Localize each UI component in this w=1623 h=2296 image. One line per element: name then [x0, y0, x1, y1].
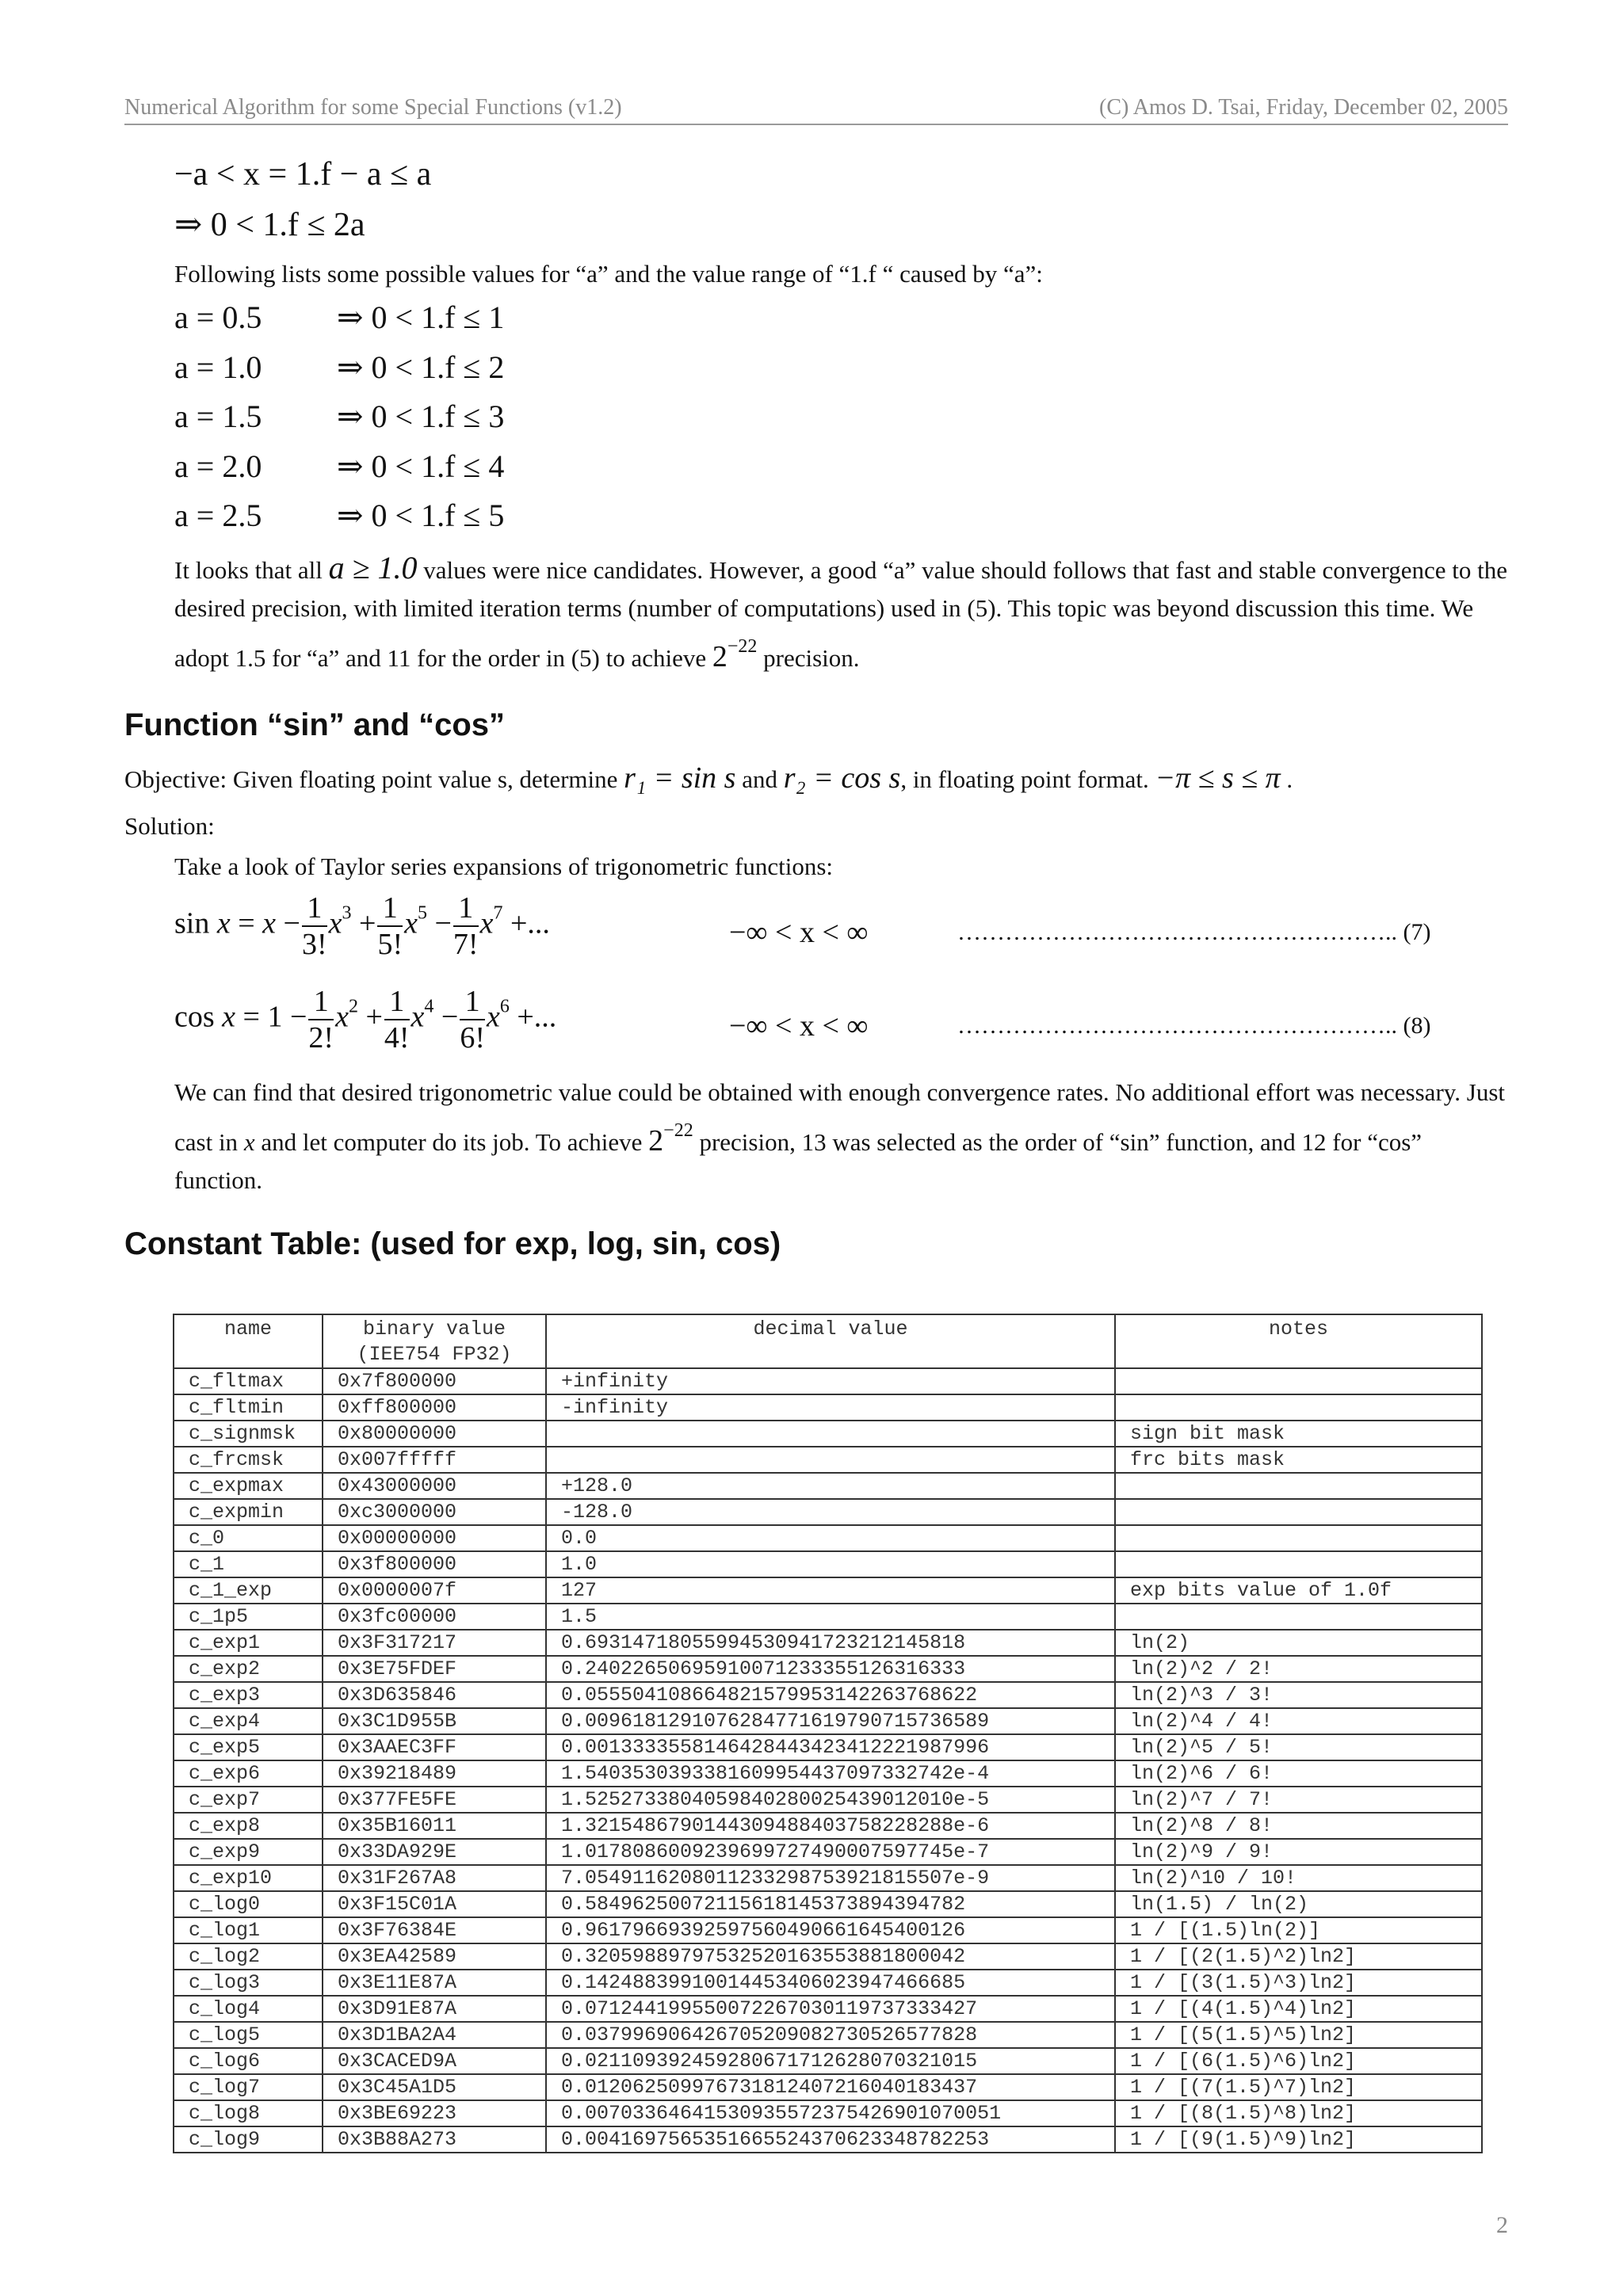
table-row	[174, 2100, 1482, 2126]
cell-decimal	[546, 1447, 1115, 1473]
cell-decimal: 0.0070336464153093557237542690107005​1	[546, 2100, 1115, 2126]
cell-binary: 0x3D91E87A	[323, 1996, 546, 2022]
cell-decimal: 0.58496250072115618145373894394782	[546, 1891, 1115, 1917]
table-row	[174, 2074, 1482, 2100]
cell-binary: 0x3F76384E	[323, 1917, 546, 1943]
cell-notes: 1 / [(6(1.5)^6)ln2]	[1115, 2048, 1482, 2074]
table-row	[174, 1996, 1482, 2022]
cell-notes: ln(2)^2 / 2!	[1115, 1656, 1482, 1682]
cell-binary: 0x377FE5FE	[323, 1787, 546, 1813]
objective-end: .	[1280, 765, 1293, 793]
cell-notes: ln(1.5) / ln(2)	[1115, 1891, 1482, 1917]
cell-decimal: 1.5252733804059840280025439012010e-5	[546, 1787, 1115, 1813]
cell-name: c_0	[174, 1525, 323, 1551]
cell-notes: 1 / [(5(1.5)^5)ln2]	[1115, 2022, 1482, 2048]
cell-notes: 1 / [(3(1.5)^3)ln2]	[1115, 1970, 1482, 1996]
col-header-name: name	[174, 1314, 323, 1368]
cell-notes: 1 / [(7(1.5)^7)ln2]	[1115, 2074, 1482, 2100]
cell-name: c_exp4	[174, 1708, 323, 1734]
cell-binary: 0x39218489	[323, 1760, 546, 1787]
cell-decimal: -infinity	[546, 1394, 1115, 1421]
cell-notes	[1115, 1604, 1482, 1630]
cell-decimal: 0.0	[546, 1525, 1115, 1551]
r2-expression: r₂ = cos s	[783, 761, 901, 795]
cell-decimal: -128.0	[546, 1499, 1115, 1525]
cell-name: c_exp6	[174, 1760, 323, 1787]
table-row	[174, 1421, 1482, 1447]
para1-base: 2	[712, 640, 727, 673]
cell-notes: ln(2)^3 / 3!	[1115, 1682, 1482, 1708]
table-row	[174, 1865, 1482, 1891]
frac-1-7: $\frac{1}{7!}$	[453, 891, 479, 961]
cell-binary: 0x3C1D955B	[323, 1708, 546, 1734]
table-row	[174, 1813, 1482, 1839]
cell-notes	[1115, 1525, 1482, 1551]
cell-notes: ln(2)	[1115, 1630, 1482, 1656]
cell-binary: 0x00000000	[323, 1525, 546, 1551]
cell-name: c_log7	[174, 2074, 323, 2100]
cell-notes: ln(2)^10 / 10!	[1115, 1865, 1482, 1891]
cell-decimal: 127	[546, 1577, 1115, 1604]
cos-lhs: cos x = 1 −	[174, 1000, 307, 1034]
table-row	[174, 1970, 1482, 1996]
cell-notes: ln(2)^4 / 4!	[1115, 1708, 1482, 1734]
table-row	[174, 1787, 1482, 1813]
cell-name: c_fltmax	[174, 1368, 323, 1394]
a-value: a = 2.5	[174, 498, 262, 533]
paragraph-a-choice	[174, 549, 1514, 677]
cell-name: c_exp1	[174, 1630, 323, 1656]
s-range: −π ≤ s ≤ π	[1155, 761, 1281, 795]
table-row	[174, 1577, 1482, 1604]
cell-binary: 0xff800000	[323, 1394, 546, 1421]
cell-name: c_log1	[174, 1917, 323, 1943]
cell-name: c_log3	[174, 1970, 323, 1996]
para1-condition: a ≥ 1.0	[328, 550, 418, 585]
eq7-label: ……………………………………………….. (7)	[957, 919, 1431, 945]
cell-binary: 0x3D635846	[323, 1682, 546, 1708]
cell-binary: 0x3C45A1D5	[323, 2074, 546, 2100]
constant-table	[173, 1314, 1483, 2153]
cell-name: c_signmsk	[174, 1421, 323, 1447]
cell-notes: ln(2)^7 / 7!	[1115, 1787, 1482, 1813]
cell-binary: 0x3F15C01A	[323, 1891, 546, 1917]
table-body	[174, 1368, 1482, 2153]
table-row	[174, 1525, 1482, 1551]
cell-binary: 0x33DA929E	[323, 1839, 546, 1865]
cell-decimal: 0.0096181291076284771619790715736589	[546, 1708, 1115, 1734]
para2-part1: We can find that desired trigonometric value could be obtained with enough convergence rates. No additional effort was necessary. Just cast in	[174, 1078, 1505, 1156]
table-row	[174, 1604, 1482, 1630]
cell-binary: 0x3f800000	[323, 1551, 546, 1577]
frac-1-5: $\frac{1}{5!}$	[377, 891, 403, 961]
sin-lhs: sin x = x −	[174, 906, 300, 940]
table-row	[174, 1891, 1482, 1917]
cell-binary: 0x35B16011	[323, 1813, 546, 1839]
cell-decimal: +128.0	[546, 1473, 1115, 1499]
cell-decimal: 0.071244199550072267030119737333427	[546, 1996, 1115, 2022]
eq8-label: ……………………………………………….. (8)	[957, 1013, 1431, 1039]
col-header-notes: notes	[1115, 1314, 1482, 1368]
a-range: ⇒ 0 < 1.f ≤ 2	[337, 349, 505, 385]
cell-notes	[1115, 1499, 1482, 1525]
cell-decimal: 0.96179669392597560490661645400126	[546, 1917, 1115, 1943]
table-row	[174, 1734, 1482, 1760]
cell-decimal: 1.0178086009239699727490007597745e-7	[546, 1839, 1115, 1865]
cell-name: c_expmax	[174, 1473, 323, 1499]
cell-decimal: +infinity	[546, 1368, 1115, 1394]
frac-1-6: $\frac{1}{6!}$	[460, 985, 485, 1055]
cell-binary: 0x3E75FDEF	[323, 1656, 546, 1682]
cell-binary: 0x3BE69223	[323, 2100, 546, 2126]
cell-decimal: 0.0041697565351665524370623348782253	[546, 2126, 1115, 2153]
table-row	[174, 1394, 1482, 1421]
a-value: a = 1.5	[174, 399, 262, 434]
table-row	[174, 2126, 1482, 2153]
cell-decimal	[546, 1421, 1115, 1447]
objective-and: and	[735, 765, 784, 793]
cell-name: c_log4	[174, 1996, 323, 2022]
cell-decimal: 0.012062509976731812407216040183437	[546, 2074, 1115, 2100]
a-range: ⇒ 0 < 1.f ≤ 5	[337, 498, 505, 533]
cell-name: c_exp10	[174, 1865, 323, 1891]
page-number: 2	[1496, 2212, 1508, 2238]
para2-base: 2	[648, 1124, 664, 1158]
cell-binary: 0x3B88A273	[323, 2126, 546, 2153]
cell-notes: 1 / [(1.5)ln(2)]	[1115, 1917, 1482, 1943]
frac-1-4: $\frac{1}{4!}$	[384, 985, 410, 1055]
para1-part2: values were nice candidates. However, a good “a” value should follows that fast and stable convergence to the desired precision, with limited iteration terms (number of computations) used in (5). This topic was beyond discussion this time. We adopt 1.5 for “a” and 11 for the order in (5) to achieve	[174, 556, 1508, 672]
cell-decimal: 1.0	[546, 1551, 1115, 1577]
cell-name: c_exp2	[174, 1656, 323, 1682]
cell-name: c_log5	[174, 2022, 323, 2048]
cos-series: cos x = 1 − $\frac{1}{2!}$ $x^2$ + $\frac{1}{4!}$ $x^4$ − $\frac{1}{6!}$ $x^6$ +...	[174, 985, 557, 1055]
header-author-date: (C) Amos D. Tsai, Friday, December 02, 2005	[1099, 95, 1508, 120]
cell-binary: 0x3EA42589	[323, 1943, 546, 1970]
cell-name: c_log8	[174, 2100, 323, 2126]
range-line-2: ⇒ 0 < 1.f ≤ 2a	[174, 207, 365, 243]
table-row	[174, 1473, 1482, 1499]
cell-binary: 0x3CACED9A	[323, 2048, 546, 2074]
cell-notes	[1115, 1473, 1482, 1499]
cell-decimal: 0.037996906426705209082730526577828	[546, 2022, 1115, 2048]
table-row	[174, 1447, 1482, 1473]
cell-decimal: 7.0549116208011233298753921815507e-9	[546, 1865, 1115, 1891]
para2-exponent: −22	[663, 1120, 693, 1141]
cell-decimal: 1.5	[546, 1604, 1115, 1630]
cell-name: c_log0	[174, 1891, 323, 1917]
cell-binary: 0x3F317217	[323, 1630, 546, 1656]
header-title: Numerical Algorithm for some Special Functions (v1.2)	[124, 95, 622, 120]
table-row	[174, 1708, 1482, 1734]
cell-notes: frc bits mask	[1115, 1447, 1482, 1473]
table-row	[174, 1368, 1482, 1394]
solution-label: Solution:	[124, 812, 215, 840]
table-row	[174, 1943, 1482, 1970]
cell-decimal: 0.32059889797532520163553881800042	[546, 1943, 1115, 1970]
cell-notes: ln(2)^6 / 6!	[1115, 1760, 1482, 1787]
cell-notes: ln(2)^9 / 9!	[1115, 1839, 1482, 1865]
cell-name: c_fltmin	[174, 1394, 323, 1421]
cell-name: c_log9	[174, 2126, 323, 2153]
table-row	[174, 1656, 1482, 1682]
table-row	[174, 1630, 1482, 1656]
cell-binary: 0xc3000000	[323, 1499, 546, 1525]
table-header-row	[174, 1314, 1482, 1368]
col-header-binary: binary value (IEE754 FP32)	[323, 1314, 546, 1368]
cell-decimal: 0.693147180559945309417232121458​18	[546, 1630, 1115, 1656]
col-header-decimal: decimal value	[546, 1314, 1115, 1368]
section-title-trig: Function “sin” and “cos”	[124, 707, 506, 742]
cell-decimal: 0.021109392459280671712628070321015	[546, 2048, 1115, 2074]
para2-var: x	[243, 1128, 255, 1156]
objective-format: , in floating point format.	[900, 765, 1155, 793]
table-row	[174, 1682, 1482, 1708]
cell-binary: 0x3D1BA2A4	[323, 2022, 546, 2048]
cell-binary: 0x3fc00000	[323, 1604, 546, 1630]
cell-name: c_log6	[174, 2048, 323, 2074]
section-title-constants: Constant Table: (used for exp, log, sin, cos)	[124, 1226, 781, 1261]
table-row	[174, 2022, 1482, 2048]
cell-binary: 0x007fffff	[323, 1447, 546, 1473]
cos-domain: −∞ < x < ∞	[729, 1009, 869, 1043]
cell-decimal: 0.14248839910014453406023947466685	[546, 1970, 1115, 1996]
cell-notes	[1115, 1551, 1482, 1577]
para2-part2: and let computer do its job. To achieve	[254, 1128, 649, 1156]
cell-notes: sign bit mask	[1115, 1421, 1482, 1447]
cell-name: c_exp3	[174, 1682, 323, 1708]
para1-part3: precision.	[757, 644, 860, 672]
sin-series: sin x = x − $\frac{1}{3!}$ $x^3$ + $\frac{1}{5!}$ $x^5$ − $\frac{1}{7!}$ $x^7$ +...	[174, 891, 550, 961]
objective-line	[124, 759, 1519, 799]
table-row	[174, 1917, 1482, 1943]
table-row	[174, 1839, 1482, 1865]
para2-part3: precision, 13 was selected as the order of “sin” function, and 12 for “cos” function.	[174, 1128, 1423, 1194]
cell-binary: 0x80000000	[323, 1421, 546, 1447]
cell-decimal: 1.3215486790144309488403758228288e-6	[546, 1813, 1115, 1839]
cell-notes: ln(2)^8 / 8!	[1115, 1813, 1482, 1839]
cell-name: c_log2	[174, 1943, 323, 1970]
table-row	[174, 1499, 1482, 1525]
cell-name: c_exp9	[174, 1839, 323, 1865]
cell-decimal: 1.5403530393381609954437097332742e-4	[546, 1760, 1115, 1787]
cell-binary: 0x3E11E87A	[323, 1970, 546, 1996]
a-range: ⇒ 0 < 1.f ≤ 1	[337, 299, 505, 335]
r1-expression: r₁ = sin s	[624, 761, 736, 795]
cell-name: c_frcmsk	[174, 1447, 323, 1473]
cell-notes: 1 / [(2(1.5)^2)ln2]	[1115, 1943, 1482, 1970]
cell-binary: 0x3AAEC3FF	[323, 1734, 546, 1760]
cell-binary: 0x31F267A8	[323, 1865, 546, 1891]
cell-decimal: 0.055504108664821579953142263768622	[546, 1682, 1115, 1708]
table-row	[174, 1760, 1482, 1787]
a-value: a = 0.5	[174, 299, 262, 335]
a-value: a = 1.0	[174, 349, 262, 385]
paragraph-trig	[174, 1074, 1514, 1199]
a-value: a = 2.0	[174, 448, 262, 484]
table-row	[174, 1551, 1482, 1577]
table-row	[174, 2048, 1482, 2074]
intro-text: Following lists some possible values for “a” and the value range of “1.f “ caused by “a”:	[174, 260, 1043, 288]
para1-exponent: −22	[727, 636, 758, 657]
cell-notes: exp bits value of 1.0f	[1115, 1577, 1482, 1604]
cell-name: c_expmin	[174, 1499, 323, 1525]
range-line-1: −a < x = 1.f − a ≤ a	[174, 156, 432, 193]
cell-notes: 1 / [(4(1.5)^4)ln2]	[1115, 1996, 1482, 2022]
a-range: ⇒ 0 < 1.f ≤ 3	[337, 399, 505, 434]
cell-name: c_1_exp	[174, 1577, 323, 1604]
cell-binary: 0x7f800000	[323, 1368, 546, 1394]
frac-1-2: $\frac{1}{2!}$	[308, 985, 334, 1055]
cell-notes: ln(2)^5 / 5!	[1115, 1734, 1482, 1760]
cell-decimal: 0.240226506959100712333551263163​33	[546, 1656, 1115, 1682]
cell-name: c_exp8	[174, 1813, 323, 1839]
cell-name: c_exp5	[174, 1734, 323, 1760]
page-header	[124, 95, 1508, 125]
cell-notes	[1115, 1368, 1482, 1394]
para1-part1: It looks that all	[174, 556, 329, 584]
objective-text: Objective: Given floating point value s, determine	[124, 765, 624, 793]
cell-name: c_exp7	[174, 1787, 323, 1813]
frac-1-3: $\frac{1}{3!}$	[301, 891, 327, 961]
cell-notes	[1115, 1394, 1482, 1421]
cell-decimal: 0.0013333558146428443423412221987996	[546, 1734, 1115, 1760]
sin-domain: −∞ < x < ∞	[729, 916, 869, 949]
cell-name: c_1p5	[174, 1604, 323, 1630]
taylor-intro: Take a look of Taylor series expansions of trigonometric functions:	[174, 852, 834, 880]
cell-notes: 1 / [(8(1.5)^8)ln2]	[1115, 2100, 1482, 2126]
cell-notes: 1 / [(9(1.5)^9)ln2]	[1115, 2126, 1482, 2153]
cell-name: c_1	[174, 1551, 323, 1577]
a-range: ⇒ 0 < 1.f ≤ 4	[337, 448, 505, 484]
cell-binary: 0x0000007f	[323, 1577, 546, 1604]
cell-binary: 0x43000000	[323, 1473, 546, 1499]
